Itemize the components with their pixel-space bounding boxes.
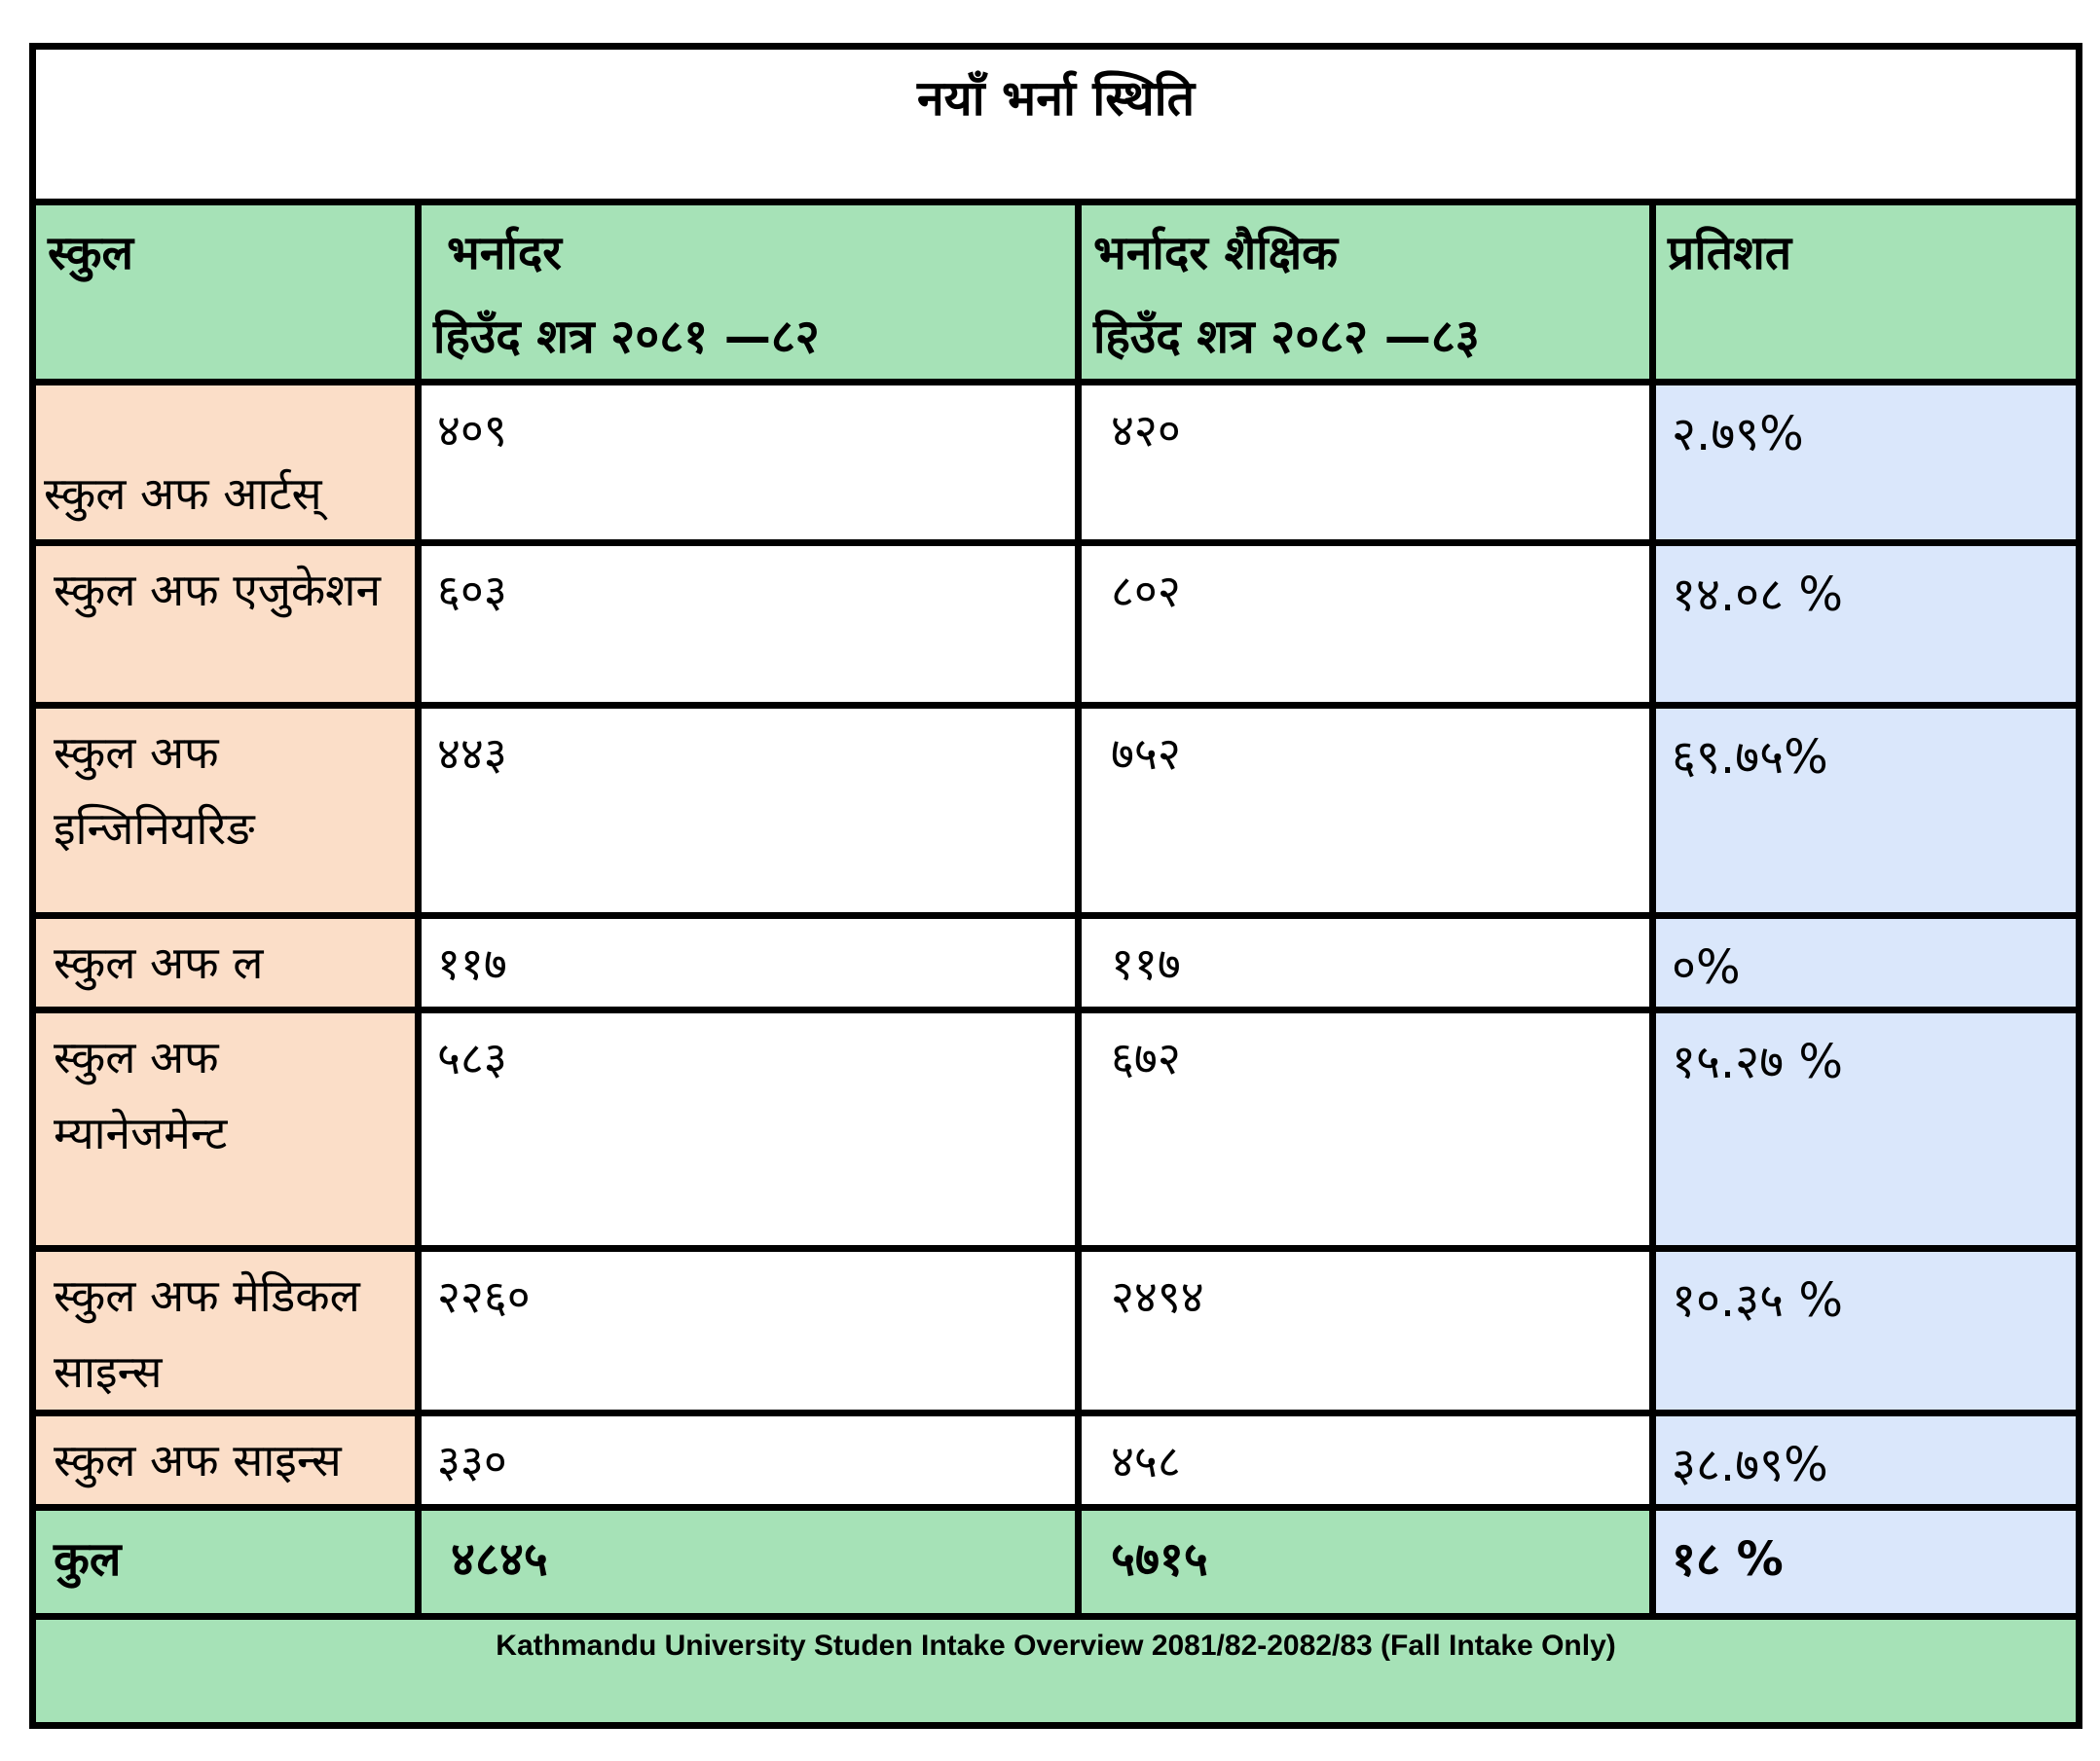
intake-2081-82: ४०९ (419, 383, 1079, 543)
table-row (33, 916, 2080, 1010)
total-label: कुल (33, 1508, 419, 1617)
intake-2081-82: ११७ (419, 916, 1079, 1010)
intake-2081-82: ५८३ (419, 1010, 1079, 1249)
header-intake-2082-83 (1079, 202, 1653, 383)
percent-change: ३८.७९% (1653, 1413, 2080, 1508)
intake-2081-82: ६०३ (419, 543, 1079, 706)
header-intake-2082-83-line1: भर्नादर शैक्षिक (1093, 226, 1338, 280)
intake-2082-83: ११७ (1079, 916, 1653, 1010)
header-intake-2081-82-line2: हिउँद शत्र २०८१ —८२ (433, 310, 820, 364)
total-intake-2081-82: ४८४५ (419, 1508, 1079, 1617)
table-row (33, 1413, 2080, 1508)
intake-2082-83: ८०२ (1079, 543, 1653, 706)
percent-change: ०% (1653, 916, 2080, 1010)
total-percent-change: १८ % (1653, 1508, 2080, 1617)
percent-change: १५.२७ % (1653, 1010, 2080, 1249)
intake-table (29, 43, 2082, 1729)
school-name: स्कुल अफ म्यानेजमेन्ट (33, 1010, 419, 1249)
header-intake-2082-83-line2: हिउँद शत्र २०८२ —८३ (1093, 310, 1480, 364)
header-school-label: स्कुल (48, 226, 134, 280)
header-intake-2081-82 (419, 202, 1079, 383)
school-name: स्कुल अफ इन्जिनियरिङ (33, 706, 419, 916)
table-footer-caption: Kathmandu University Studen Intake Overview 2081/82-2082/83 (Fall Intake Only) (33, 1617, 2080, 1726)
table-title: नयाँ भर्ना स्थिति (33, 47, 2080, 202)
school-name: स्कुल अफ साइन्स (33, 1413, 419, 1508)
table-row (33, 706, 2080, 916)
header-percent-label: प्रतिशत (1668, 226, 1792, 280)
intake-2082-83: ७५२ (1079, 706, 1653, 916)
school-name: स्कुल अफ मेडिकल साइन्स (33, 1249, 419, 1413)
total-intake-2082-83: ५७१५ (1079, 1508, 1653, 1617)
table-row (33, 543, 2080, 706)
intake-2081-82: ३३० (419, 1413, 1079, 1508)
intake-2082-83: ४५८ (1079, 1413, 1653, 1508)
footer-row (33, 1617, 2080, 1726)
title-row (33, 47, 2080, 202)
intake-2082-83: ४२० (1079, 383, 1653, 543)
table-row (33, 1010, 2080, 1249)
school-name: स्कुल अफ एजुकेशन (33, 543, 419, 706)
table-row (33, 383, 2080, 543)
total-row (33, 1508, 2080, 1617)
header-school (33, 202, 419, 383)
header-percent (1653, 202, 2080, 383)
percent-change: २.७९% (1653, 383, 2080, 543)
school-name: स्कुल अफ आर्टस् (33, 383, 419, 543)
table-row (33, 1249, 2080, 1413)
school-name: स्कुल अफ ल (33, 916, 419, 1010)
percent-change: १०.३५ % (1653, 1249, 2080, 1413)
header-intake-2081-82-line1: भर्नादर (447, 226, 562, 280)
percent-change: ६९.७५% (1653, 706, 2080, 916)
percent-change: १४.०८ % (1653, 543, 2080, 706)
header-row (33, 202, 2080, 383)
intake-2081-82: ४४३ (419, 706, 1079, 916)
intake-2082-83: ६७२ (1079, 1010, 1653, 1249)
intake-2082-83: २४९४ (1079, 1249, 1653, 1413)
intake-2081-82: २२६० (419, 1249, 1079, 1413)
